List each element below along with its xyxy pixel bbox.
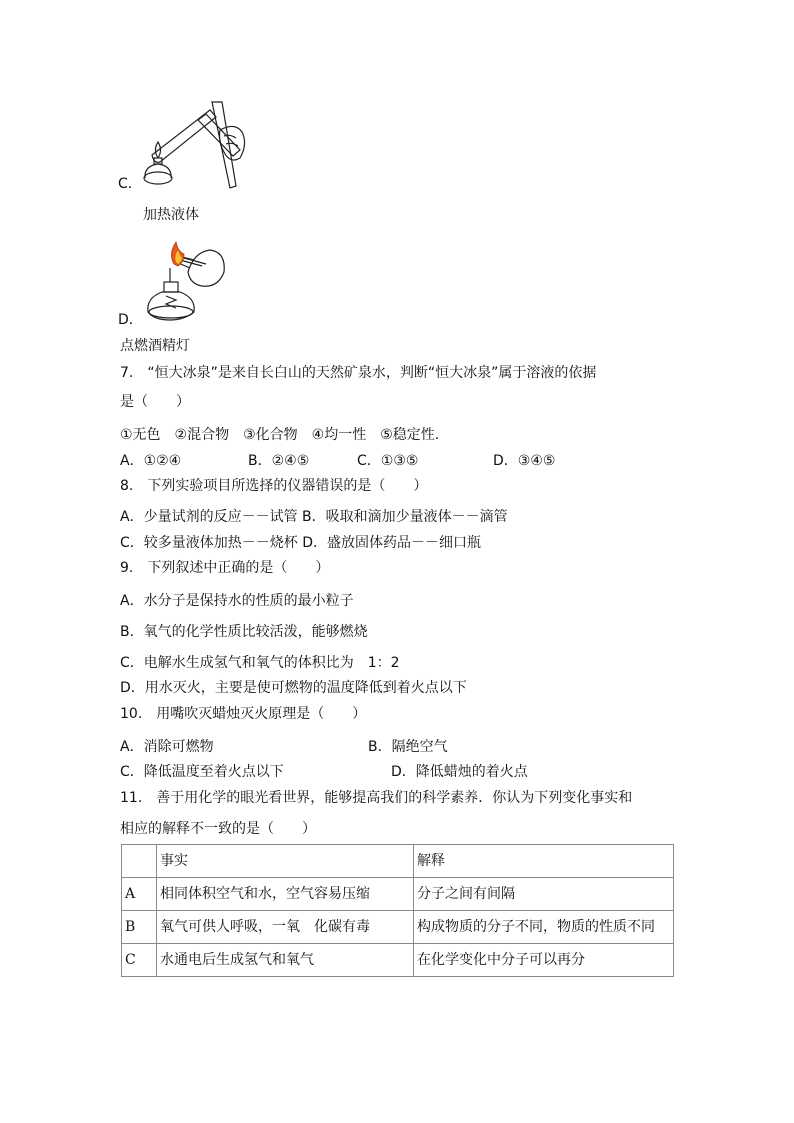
q7-option-c: C．①③⑤ [357, 453, 419, 469]
q9-option-d: D．用水灭火，主要是使可燃物的温度降低到着火点以下 [120, 680, 467, 696]
lighting-lamp-figure [140, 238, 230, 324]
q7-stem-line2: 是（ ） [120, 394, 190, 410]
table-cell: A [122, 878, 157, 911]
table-header-cell: 事实 [157, 845, 414, 878]
table-row [122, 878, 674, 911]
q10-option-d: D．降低蜡烛的着火点 [391, 764, 528, 780]
item-c-label: C． [118, 176, 142, 192]
table-cell: 相同体积空气和水，空气容易压缩 [157, 878, 414, 911]
q7-option-b: B．②④⑤ [248, 453, 310, 469]
q8-options-line2: C．较多量液体加热－－烧杯 D．盛放固体药品－－细口瓶 [120, 535, 482, 551]
table-cell: 构成物质的分子不同，物质的性质不同 [414, 911, 674, 944]
table-cell: 分子之间有间隔 [414, 878, 674, 911]
q8-options-line1: A．少量试剂的反应－－试管 B．吸取和滴加少量液体－－滴管 [120, 509, 508, 525]
table-cell: B [122, 911, 157, 944]
q9-stem: 9. 下列叙述中正确的是（ ） [120, 560, 330, 576]
item-d-label: D． [118, 312, 143, 328]
table-row [122, 944, 674, 977]
heating-liquid-figure [140, 100, 250, 190]
q10-stem: 10. 用嘴吹灭蜡烛灭火原理是（ ） [120, 706, 367, 722]
q9-option-c: C．电解水生成氢气和氧气的体积比为 1：2 [120, 655, 400, 671]
table-header-cell [122, 845, 157, 878]
table-cell: C [122, 944, 157, 977]
q10-option-b: B．隔绝空气 [368, 739, 448, 755]
q8-stem: 8. 下列实验项目所选择的仪器错误的是（ ） [120, 478, 428, 494]
q7-stem-line1: 7. “恒大冰泉”是来自长白山的天然矿泉水，判断“恒大冰泉”属于溶液的依据 [120, 365, 597, 381]
item-c-caption: 加热液体 [143, 207, 199, 223]
table-header-cell: 解释 [414, 845, 674, 878]
table-row [122, 911, 674, 944]
table-cell: 氧气可供人呼吸，一氧 化碳有毒 [157, 911, 414, 944]
facts-table [121, 844, 674, 977]
table-header-row [122, 845, 674, 878]
q9-option-b: B．氧气的化学性质比较活泼，能够燃烧 [120, 624, 368, 640]
q7-option-d: D．③④⑤ [493, 453, 556, 469]
q9-option-a: A．水分子是保持水的性质的最小粒子 [120, 593, 354, 609]
q11-stem-line2: 相应的解释不一致的是（ ） [120, 821, 316, 837]
q7-option-a: A．①②④ [120, 453, 182, 469]
q10-option-a: A．消除可燃物 [120, 739, 214, 755]
q10-option-c: C．降低温度至着火点以下 [120, 764, 284, 780]
item-d-caption: 点燃酒精灯 [120, 338, 190, 354]
q7-choices: ①无色 ②混合物 ③化合物 ④均一性 ⑤稳定性. [120, 427, 440, 443]
table-cell: 在化学变化中分子可以再分 [414, 944, 674, 977]
q11-stem-line1: 11. 善于用化学的眼光看世界，能够提高我们的科学素养．你认为下列变化事实和 [120, 790, 633, 806]
table-cell: 水通电后生成氢气和氧气 [157, 944, 414, 977]
